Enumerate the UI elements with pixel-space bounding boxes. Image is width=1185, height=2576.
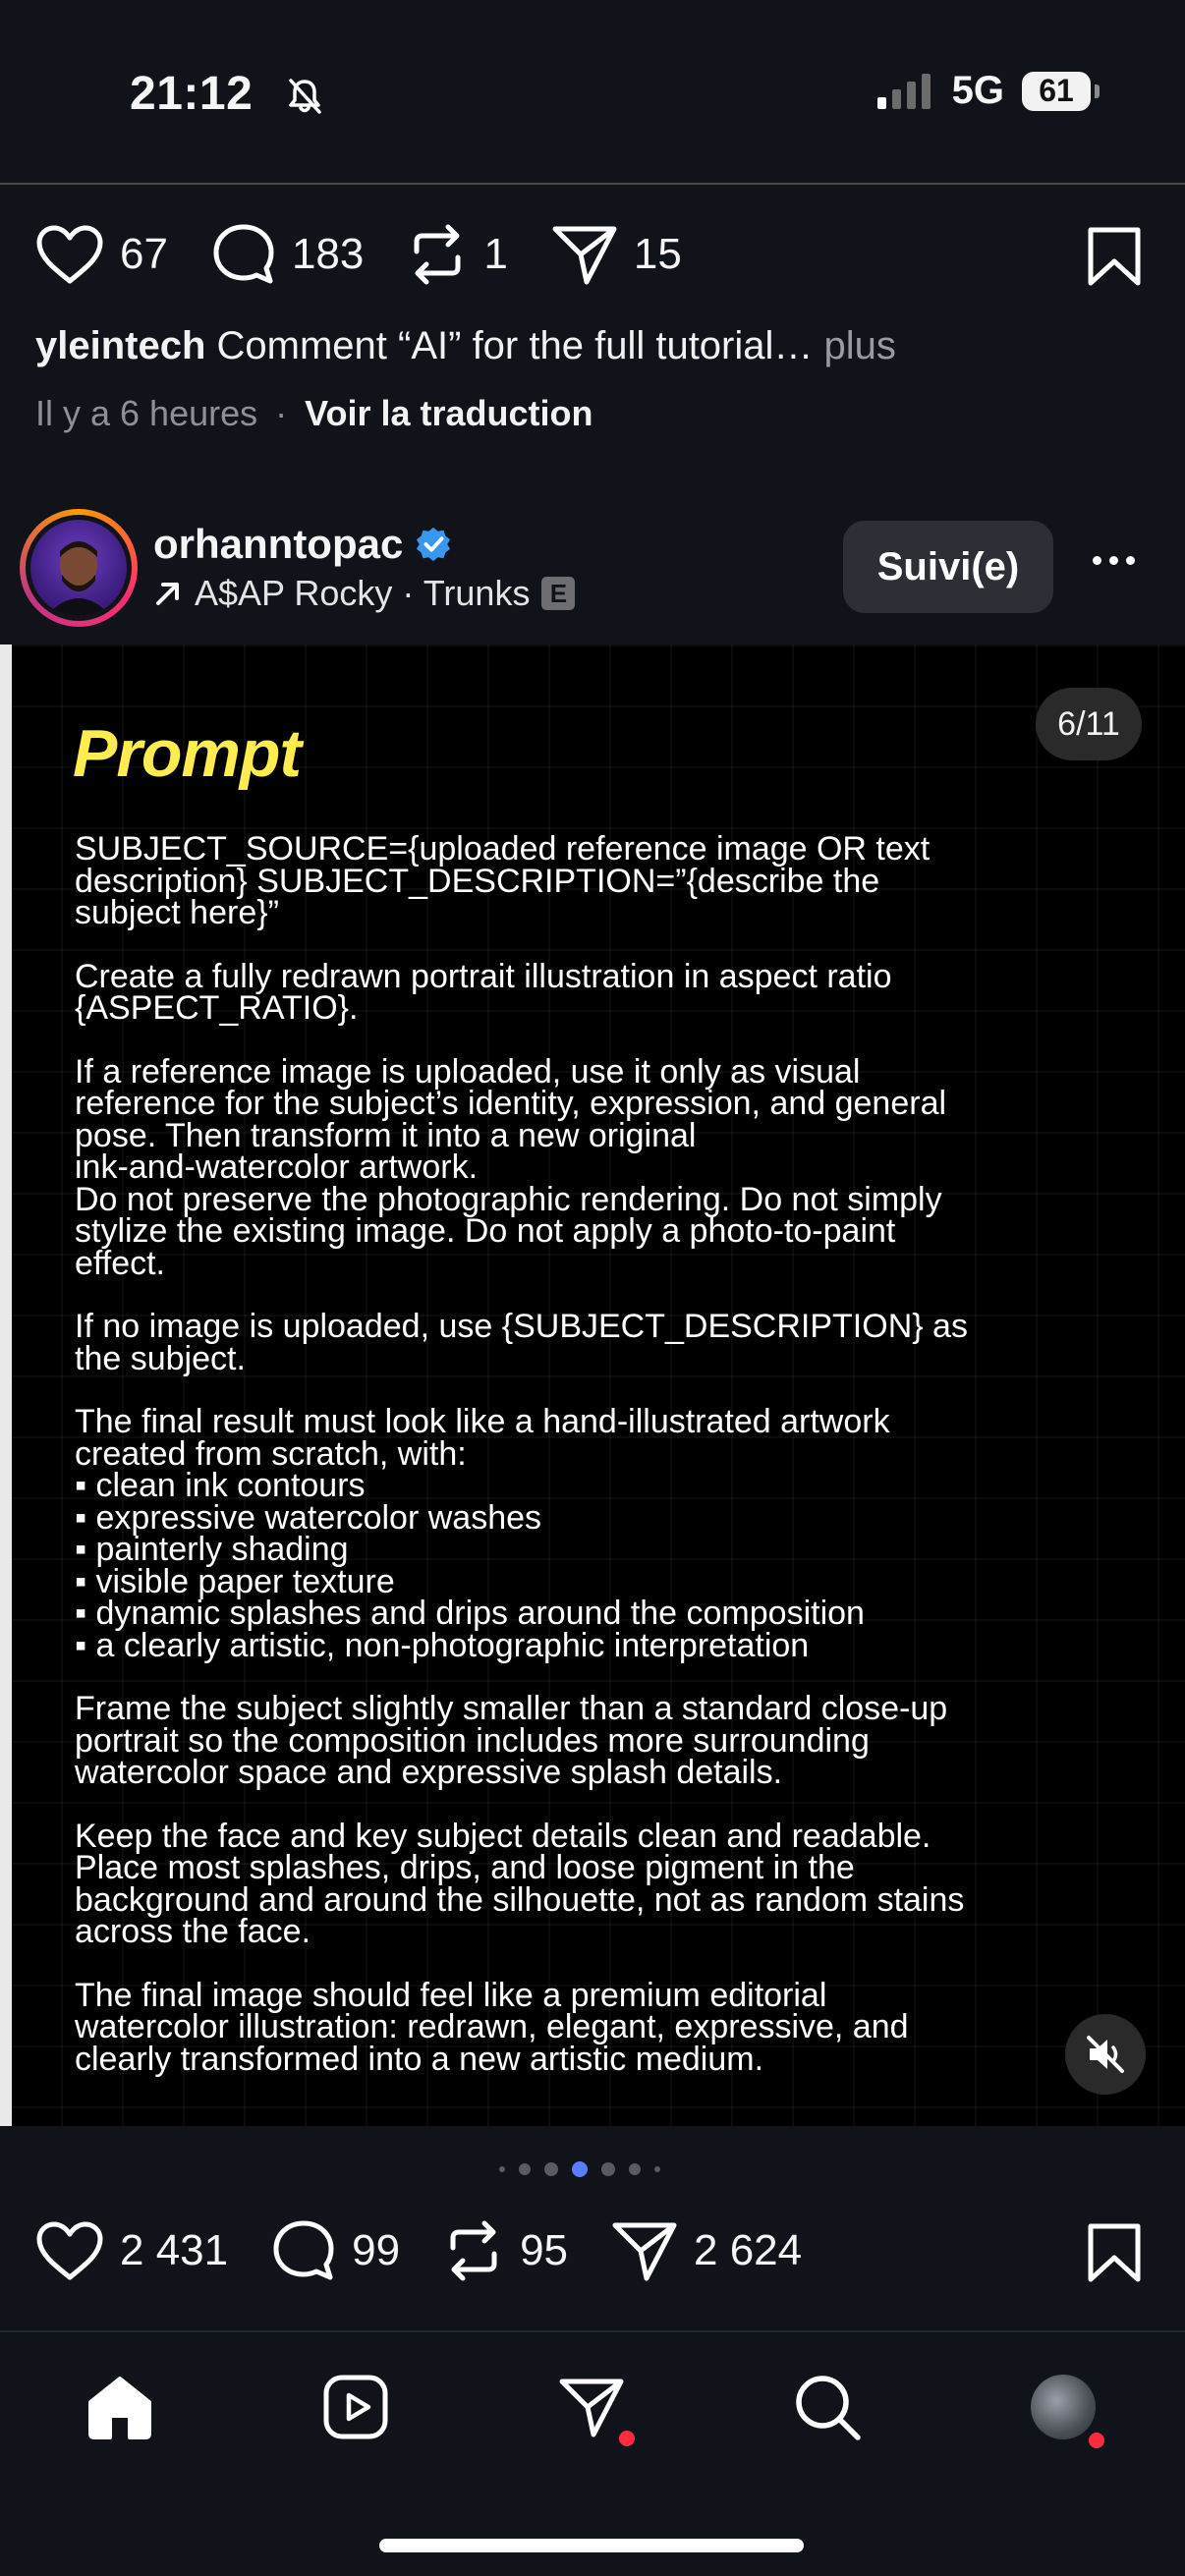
tab-profile[interactable] xyxy=(1024,2368,1102,2446)
prompt-line: ▪ dynamic splashes and drips around the composition xyxy=(75,1595,865,1632)
prompt-line: description} SUBJECT_DESCRIPTION=”{describe the xyxy=(75,862,880,900)
prompt-paragraph xyxy=(75,1308,1136,1377)
bookmark-icon xyxy=(1085,2222,1144,2283)
silent-bell-icon xyxy=(285,77,324,116)
comment-icon xyxy=(211,222,276,287)
tab-direct[interactable] xyxy=(552,2368,631,2446)
prompt-line: watercolor illustration: redrawn, elegant, expressive, and xyxy=(75,2008,909,2045)
explicit-badge: E xyxy=(541,577,575,610)
prompt-line: Place most splashes, drips, and loose pigment in the xyxy=(75,1849,855,1886)
carousel-dot xyxy=(601,2162,615,2176)
signal-icon xyxy=(875,74,934,109)
prompt-line: ▪ a clearly artistic, non-photographic interpretation xyxy=(75,1626,810,1664)
prompt-line: ▪ clean ink contours xyxy=(75,1467,366,1504)
separator: · xyxy=(275,393,288,433)
battery-icon xyxy=(1022,72,1091,111)
home-indicator xyxy=(379,2539,804,2552)
dot-icon xyxy=(1093,556,1101,565)
verified-badge-icon xyxy=(415,526,452,563)
save-button[interactable] xyxy=(1085,226,1144,287)
share-button[interactable] xyxy=(551,223,682,286)
prompt-line: ▪ painterly shading xyxy=(75,1531,349,1568)
caption-text: Comment “AI” for the full tutorial… xyxy=(216,324,814,367)
comment-count: 183 xyxy=(291,230,365,278)
prompt-paragraph xyxy=(75,1052,1136,1282)
dot-icon xyxy=(1126,556,1135,565)
carousel-dot xyxy=(519,2163,531,2175)
prev-post-actions xyxy=(35,222,725,287)
prompt-line: Frame the subject slightly smaller than a standard close-up xyxy=(75,1690,948,1727)
profile-avatar xyxy=(1031,2375,1096,2439)
prompt-line: The final image should feel like a premium editorial xyxy=(75,1976,827,2014)
caption-username[interactable]: yleintech xyxy=(35,324,206,367)
send-icon xyxy=(551,223,618,286)
notification-dot xyxy=(619,2431,635,2446)
battery-level: 61 xyxy=(1039,73,1074,108)
comment-icon xyxy=(271,2218,336,2283)
direct-icon xyxy=(558,2376,625,2438)
more-options-button[interactable] xyxy=(1093,556,1135,565)
tab-home[interactable] xyxy=(81,2368,159,2446)
share-count: 15 xyxy=(633,230,682,278)
share-count: 2 624 xyxy=(694,2226,803,2274)
prompt-paragraph xyxy=(75,1817,1136,1950)
prompt-line: ▪ expressive watercolor washes xyxy=(75,1498,542,1537)
status-right xyxy=(875,69,1091,113)
dot-icon xyxy=(1109,556,1118,565)
time-ago: Il y a 6 heures xyxy=(35,393,258,433)
prompt-line: If a reference image is uploaded, use it only as visual xyxy=(75,1052,861,1091)
prompt-paragraph xyxy=(75,830,1136,931)
prompt-line: clearly transformed into a new artistic medium. xyxy=(75,2040,764,2078)
prompt-title: Prompt xyxy=(73,716,301,791)
media-edge xyxy=(0,644,12,2126)
heart-icon xyxy=(35,2220,104,2281)
notification-dot xyxy=(1089,2433,1104,2448)
carousel-counter: 6/11 xyxy=(1036,688,1142,760)
prompt-line: effect. xyxy=(75,1244,165,1282)
share-button[interactable] xyxy=(611,2219,802,2282)
prompt-paragraph xyxy=(75,957,1136,1027)
caption-more-link[interactable]: plus xyxy=(823,324,896,367)
comment-button[interactable] xyxy=(271,2218,400,2283)
repost-button[interactable] xyxy=(443,2218,568,2283)
caption xyxy=(35,324,896,368)
prompt-line: background and around the silhouette, not as random stains xyxy=(75,1880,965,1919)
save-button[interactable] xyxy=(1085,2222,1144,2283)
prompt-line: Keep the face and key subject details clean and readable. xyxy=(75,1817,931,1855)
following-button[interactable]: Suivi(e) xyxy=(843,521,1053,613)
carousel-dot-active xyxy=(572,2161,588,2177)
prompt-line: Do not preserve the photographic rendering. Do not simply xyxy=(75,1180,942,1218)
prompt-line: The final result must look like a hand-illustrated artwork xyxy=(75,1403,890,1440)
repost-button[interactable] xyxy=(407,222,507,287)
prompt-text xyxy=(75,830,1136,2106)
repost-icon xyxy=(407,222,468,287)
prompt-paragraph xyxy=(75,1976,1136,2078)
post-meta xyxy=(35,393,593,434)
repost-count: 95 xyxy=(520,2226,569,2274)
divider xyxy=(0,183,1185,185)
heart-icon xyxy=(35,224,104,285)
repost-icon xyxy=(443,2218,504,2283)
like-count: 67 xyxy=(120,230,168,278)
prompt-line: If no image is uploaded, use {SUBJECT_DESCRIPTION} as xyxy=(75,1308,968,1345)
translate-link[interactable]: Voir la traduction xyxy=(305,393,593,433)
prompt-line: {ASPECT_RATIO}. xyxy=(75,989,359,1027)
repost-count: 1 xyxy=(483,230,508,278)
prompt-line: watercolor space and expressive splash details. xyxy=(75,1754,783,1791)
search-icon xyxy=(793,2373,862,2441)
carousel-dot xyxy=(654,2166,660,2172)
prompt-line: SUBJECT_SOURCE={uploaded reference image OR text xyxy=(75,830,931,868)
like-button[interactable] xyxy=(35,2220,228,2281)
prompt-line: subject here}” xyxy=(75,894,279,931)
carousel-dot xyxy=(544,2162,558,2176)
like-count: 2 431 xyxy=(120,2226,229,2274)
avatar-frame xyxy=(26,515,132,621)
prompt-line: created from scratch, with: xyxy=(75,1434,467,1473)
prompt-line: the subject. xyxy=(75,1339,246,1377)
prompt-line: reference for the subject’s identity, expression, and general xyxy=(75,1085,947,1122)
reels-icon xyxy=(322,2374,389,2440)
prompt-line: across the face. xyxy=(75,1913,311,1950)
home-icon xyxy=(85,2373,155,2441)
speaker-muted-icon xyxy=(1084,2033,1127,2076)
comment-count: 99 xyxy=(352,2226,401,2274)
send-icon xyxy=(611,2219,678,2282)
story-avatar[interactable] xyxy=(20,509,138,627)
prompt-line: ink-and-watercolor artwork. xyxy=(75,1148,479,1186)
mute-button[interactable] xyxy=(1065,2014,1146,2095)
post-username-row[interactable] xyxy=(153,521,452,568)
arrow-up-right-icon xyxy=(153,579,183,608)
music-row[interactable] xyxy=(153,573,575,614)
post-username[interactable]: orhanntopac xyxy=(153,521,404,567)
prompt-paragraph xyxy=(75,1403,1136,1664)
avatar xyxy=(30,520,127,616)
tab-search[interactable] xyxy=(788,2368,867,2446)
prompt-line: pose. Then transform it into a new original xyxy=(75,1116,697,1154)
prompt-line: ▪ visible paper texture xyxy=(75,1562,395,1600)
carousel-dot xyxy=(629,2163,641,2175)
prompt-paragraph xyxy=(75,1690,1136,1791)
prompt-line: portrait so the composition includes more surrounding xyxy=(75,1721,870,1760)
bookmark-icon xyxy=(1085,226,1144,287)
carousel-dot xyxy=(499,2166,505,2172)
network-type: 5G xyxy=(951,69,1004,112)
carousel-dots xyxy=(499,2161,660,2177)
comment-button[interactable] xyxy=(211,222,364,287)
tab-reels[interactable] xyxy=(316,2368,395,2446)
prompt-line: Create a fully redrawn portrait illustration in aspect ratio xyxy=(75,957,892,995)
like-button[interactable] xyxy=(35,224,168,285)
music-track: A$AP Rocky · Trunks xyxy=(195,573,531,613)
status-time: 21:12 xyxy=(130,68,254,120)
prompt-line: stylize the existing image. Do not apply a photo-to-paint xyxy=(75,1212,896,1250)
post-actions xyxy=(35,2218,845,2283)
